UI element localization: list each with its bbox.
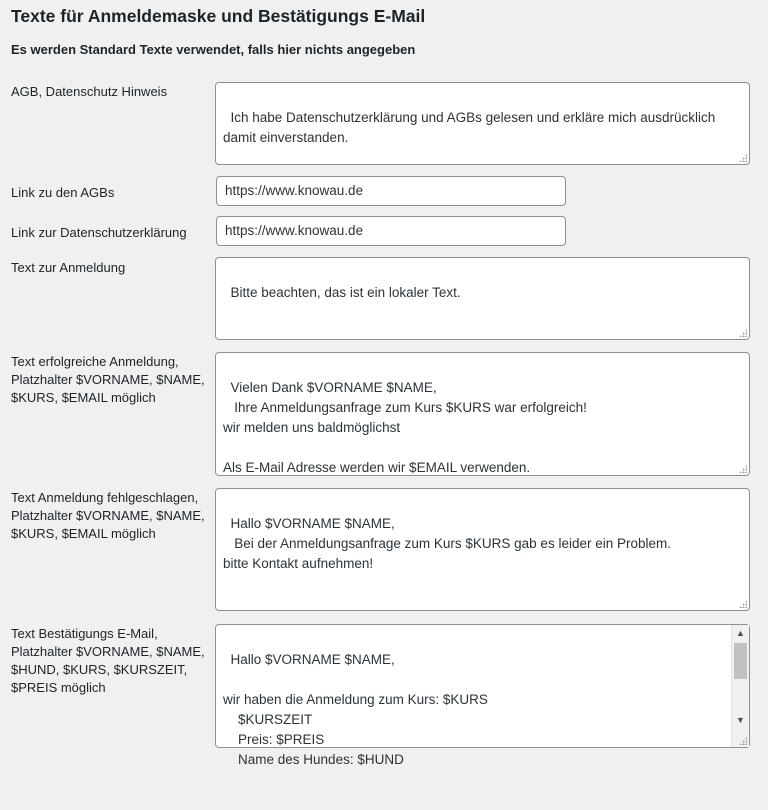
agb-link-label: Link zu den AGBs: [11, 185, 115, 200]
success-text-label: Text erfolgreiche Anmeldung, Platzhalter $VORNAME, $NAME, $KURS, $EMAIL möglich: [11, 354, 205, 405]
chevron-down-icon[interactable]: ▼: [736, 715, 745, 725]
privacy-link-input[interactable]: https://www.knowau.de: [216, 216, 566, 246]
failure-text-textarea[interactable]: [215, 488, 750, 611]
confirmation-text-textarea[interactable]: [215, 624, 750, 767]
signup-text-value: Bitte beachten, das ist ein lokaler Text.: [230, 285, 461, 300]
failure-text-label: Text Anmeldung fehlgeschlagen, Platzhalter $VORNAME, $NAME, $KURS, $EMAIL möglich: [11, 490, 205, 541]
signup-text-label: Text zur Anmeldung: [11, 260, 126, 275]
signup-text-textarea[interactable]: [215, 257, 750, 340]
agb-link-input[interactable]: https://www.knowau.de: [216, 176, 566, 206]
success-text-textarea[interactable]: [215, 352, 750, 476]
success-text-value: Vielen Dank $VORNAME $NAME, Ihre Anmeldungsanfrage zum Kurs $KURS war erfolgreich! wir melden uns baldmöglichst Als E-Mail Adresse werden wir $EMAIL verwenden.: [223, 380, 587, 475]
resize-grip-icon[interactable]: [739, 329, 747, 337]
privacy-link-label: Link zur Datenschutzerklärung: [11, 225, 187, 240]
resize-grip-icon[interactable]: [739, 154, 747, 162]
confirmation-text-value: Hallo $VORNAME $NAME, wir haben die Anmeldung zum Kurs: $KURS $KURSZEIT Preis: $PREIS Name des Hundes: $HUND: [223, 652, 488, 767]
chevron-up-icon[interactable]: ▲: [736, 628, 745, 638]
failure-text-value: Hallo $VORNAME $NAME, Bei der Anmeldungsanfrage zum Kurs $KURS gab es leider ein Problem. bitte Kontakt aufnehmen!: [223, 516, 671, 571]
scroll-thumb[interactable]: [734, 643, 747, 679]
confirmation-scrollbar[interactable]: [731, 625, 749, 747]
resize-grip-icon[interactable]: [739, 600, 747, 608]
agb-hint-value: Ich habe Datenschutzerklärung und AGBs gelesen und erkläre mich ausdrücklich damit einverstanden.: [223, 110, 720, 145]
section-subtitle: Es werden Standard Texte verwendet, falls hier nichts angegeben: [11, 42, 416, 57]
resize-grip-icon[interactable]: [739, 465, 747, 473]
confirmation-text-label: Text Bestätigungs E-Mail, Platzhalter $VORNAME, $NAME, $HUND, $KURS, $KURSZEIT, $PREIS möglich: [11, 626, 205, 695]
section-title: Texte für Anmeldemaske und Bestätigungs E-Mail: [11, 6, 426, 26]
agb-hint-label: AGB, Datenschutz Hinweis: [11, 84, 168, 99]
agb-hint-textarea[interactable]: [215, 82, 750, 165]
